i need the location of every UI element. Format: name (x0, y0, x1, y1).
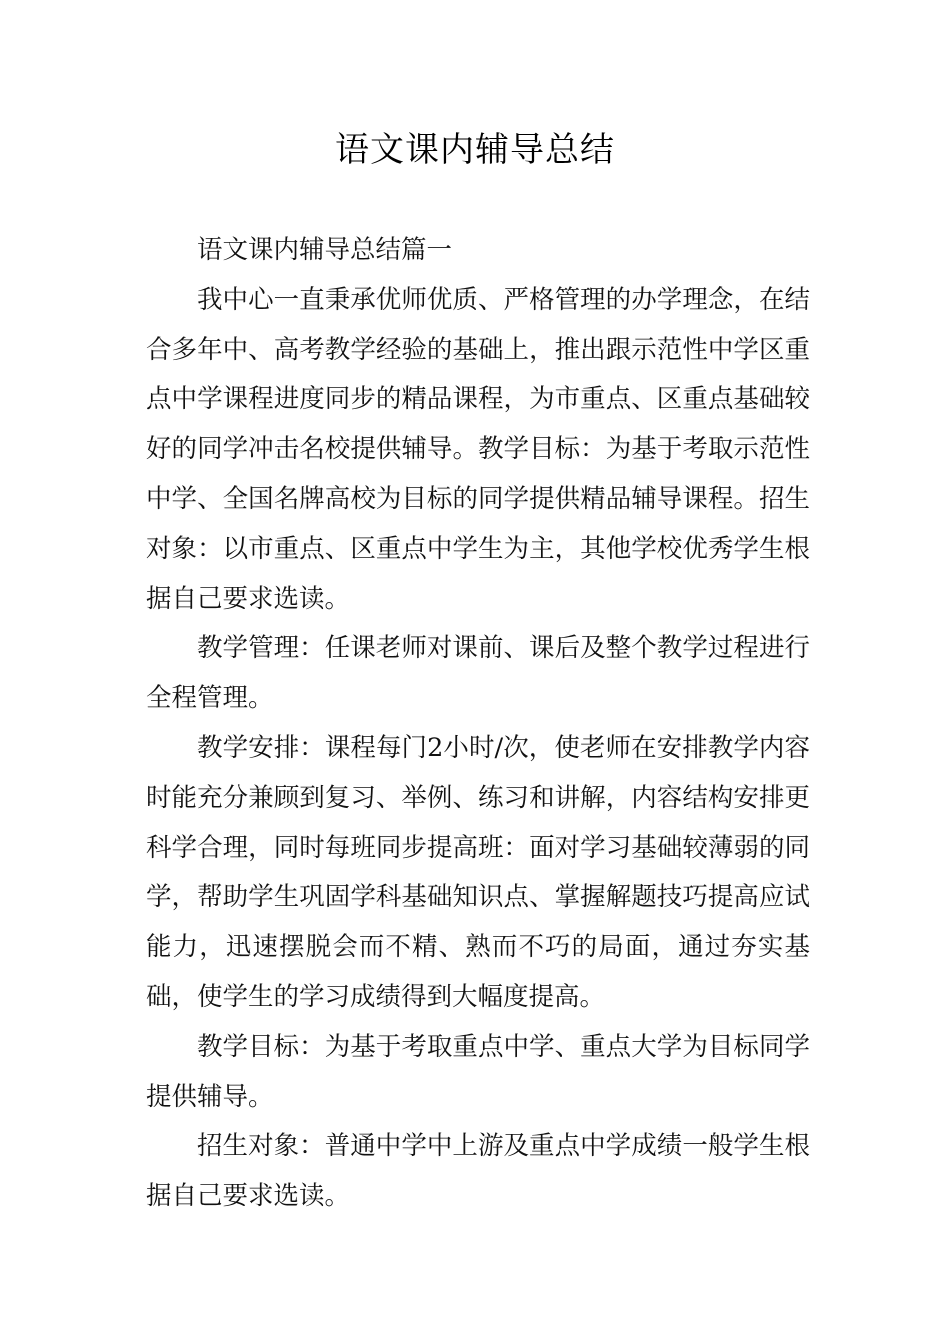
document-title: 语文课内辅导总结 (335, 130, 615, 170)
paragraph-teaching-management: 教学管理：任课老师对课前、课后及整个教学过程进行全程管理。 (146, 633, 810, 714)
paragraph-enrollment-target: 招生对象：普通中学中上游及重点中学成绩一般学生根据自己要求选读。 (146, 1131, 810, 1212)
paragraph-teaching-goal: 教学目标：为基于考取重点中学、重点大学为目标同学提供辅导。 (146, 1031, 810, 1112)
paragraph-teaching-arrangement: 教学安排：课程每门2小时/次，使老师在安排教学内容时能充分兼顾到复习、举例、练习和讲解，内容结构安排更科学合理，同时每班同步提高班：面对学习基础较薄弱的同学，帮助学生巩固学科基础知识点、掌握解题技巧提高应试能力，迅速摆脱会而不精、熟而不巧的局面，通过夯实基础，使学生的学习成绩得到大幅度提高。 (146, 732, 810, 1012)
document-body (146, 226, 810, 1222)
section-heading: 语文课内辅导总结篇一 (197, 235, 453, 265)
paragraph-intro: 我中心一直秉承优师优质、严格管理的办学理念，在结合多年中、高考教学经验的基础上，推出跟示范性中学区重点中学课程进度同步的精品课程，为市重点、区重点基础较好的同学冲击名校提供辅导。教学目标：为基于考取示范性中学、全国名牌高校为目标的同学提供精品辅导课程。招生对象：以市重点、区重点中学生为主，其他学校优秀学生根据自己要求选读。 (146, 284, 810, 614)
